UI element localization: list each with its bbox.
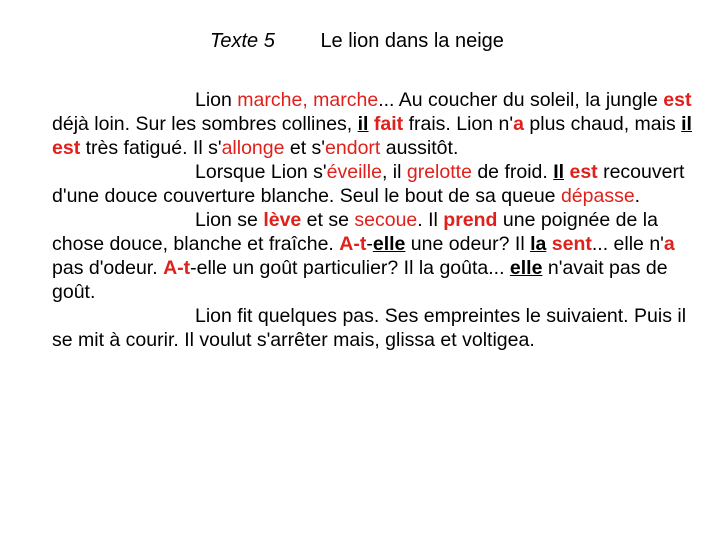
text-run: grelotte bbox=[406, 161, 472, 183]
text-run: une odeur? Il bbox=[405, 233, 531, 255]
text-run: sent bbox=[551, 233, 592, 255]
text-run: fait bbox=[373, 113, 404, 135]
text-run: est bbox=[663, 89, 692, 111]
text-run: Lorsque Lion s' bbox=[195, 161, 327, 183]
text-run: marche, marche bbox=[237, 89, 379, 111]
text-run: recouvert d'une douce couverture blanche. Seul le bout de sa queue bbox=[52, 161, 685, 207]
text-number-label: Texte 5 bbox=[210, 30, 275, 52]
document-title: Le lion dans la neige bbox=[320, 30, 504, 52]
text-run: est bbox=[52, 137, 81, 159]
text-run: frais. Lion n' bbox=[403, 113, 514, 135]
text-run: A-t bbox=[163, 257, 191, 279]
text-run: a bbox=[513, 113, 524, 135]
text-run: et s' bbox=[284, 137, 326, 159]
text-run: ... elle n' bbox=[591, 233, 664, 255]
text-run: pas d'odeur. bbox=[52, 257, 164, 279]
story-body bbox=[52, 88, 692, 352]
paragraph-1 bbox=[52, 88, 692, 160]
text-run: et se bbox=[301, 209, 355, 231]
text-run: aussitôt. bbox=[380, 137, 459, 159]
text-run: a bbox=[663, 233, 675, 255]
text-run: ... Au coucher du soleil, la jungle bbox=[378, 89, 664, 111]
text-run: . bbox=[634, 185, 641, 207]
text-run: endort bbox=[325, 137, 381, 159]
text-run: de froid. bbox=[471, 161, 554, 183]
text-run: Il bbox=[553, 161, 565, 183]
text-run: elle bbox=[509, 257, 543, 279]
text-run: n'avait pas de goût. bbox=[52, 257, 668, 303]
text-run: dépasse bbox=[560, 185, 635, 207]
text-run: il bbox=[681, 113, 692, 135]
text-run: A-t bbox=[339, 233, 367, 255]
text-run: est bbox=[569, 161, 598, 183]
text-run: elle bbox=[372, 233, 406, 255]
text-run: éveille bbox=[326, 161, 382, 183]
paragraph-4 bbox=[52, 304, 692, 352]
text-run: . Il bbox=[417, 209, 444, 231]
text-run: il bbox=[357, 113, 369, 135]
paragraph-3 bbox=[52, 208, 692, 304]
text-run: allonge bbox=[221, 137, 285, 159]
text-run: prend bbox=[443, 209, 498, 231]
document-title-row bbox=[210, 30, 504, 53]
text-run: plus chaud, mais bbox=[523, 113, 682, 135]
text-run: très fatigué. Il s' bbox=[80, 137, 222, 159]
text-run: - bbox=[366, 233, 373, 255]
text-run: déjà loin. Sur les sombres collines, bbox=[52, 113, 358, 135]
text-run: -elle un goût particulier? Il la goûta... bbox=[190, 257, 510, 279]
paragraph-2 bbox=[52, 160, 692, 208]
text-run: Lion fit quelques pas. Ses empreintes le suivaient. Puis il se mit à courir. Il voulut s'arrêter mais, glissa et voltigea. bbox=[52, 305, 687, 351]
text-run: secoue bbox=[354, 209, 418, 231]
text-run: Lion bbox=[195, 89, 238, 111]
text-run: lève bbox=[263, 209, 302, 231]
text-run: la bbox=[530, 233, 547, 255]
text-run: une poignée de la chose douce, blanche et fraîche. bbox=[52, 209, 658, 255]
text-run: Lion se bbox=[195, 209, 264, 231]
text-run: , il bbox=[381, 161, 407, 183]
